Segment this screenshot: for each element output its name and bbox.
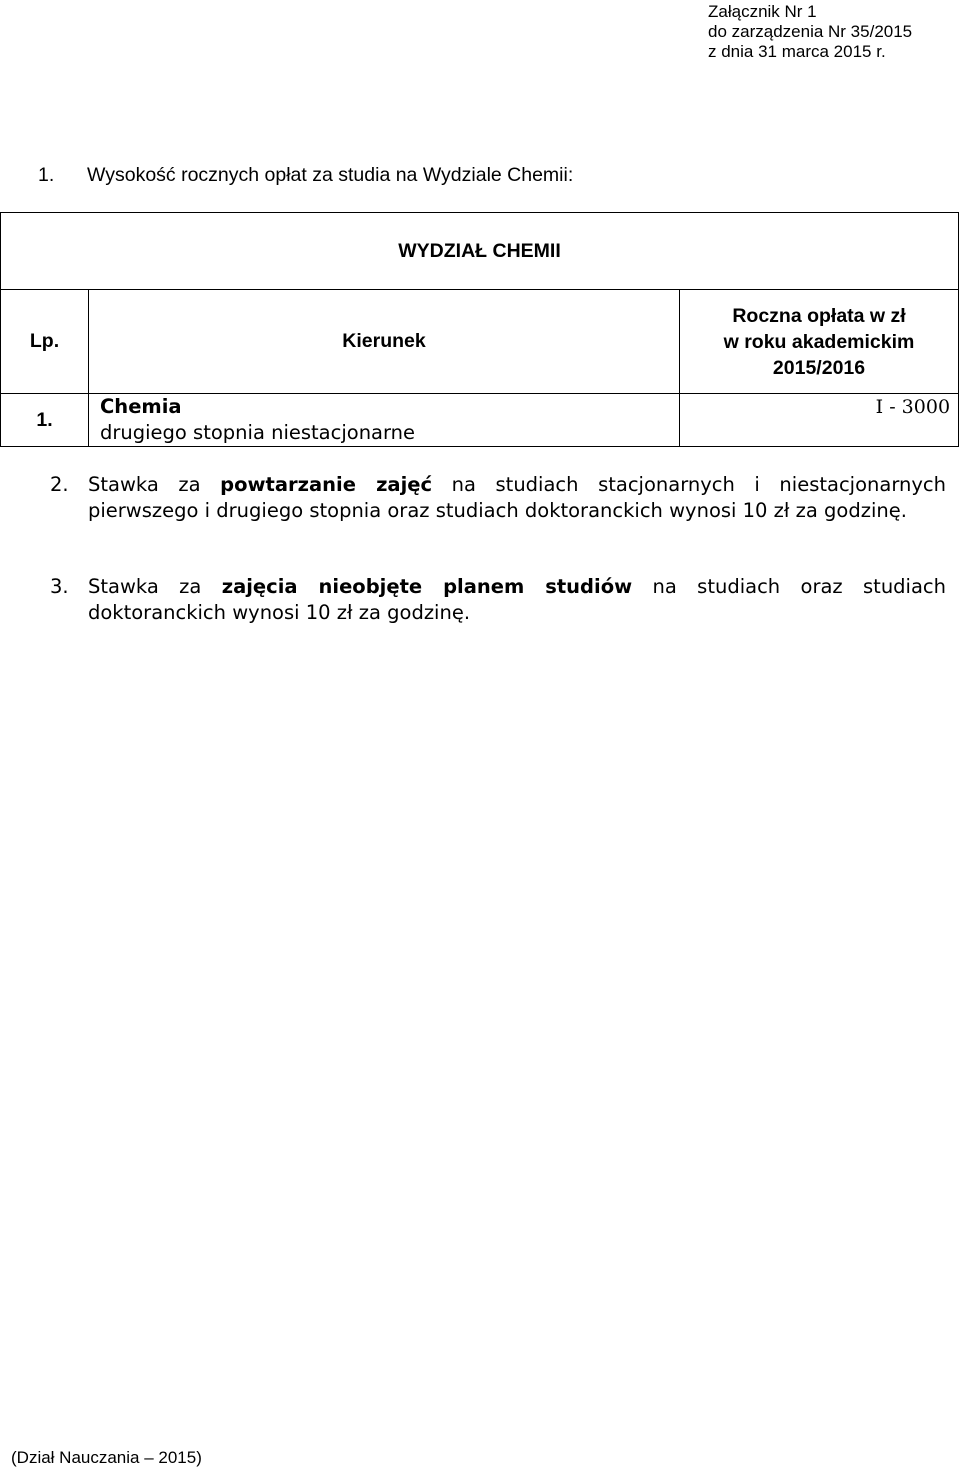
header-fee-line1: Roczna opłata w zł	[732, 304, 906, 327]
paragraph-3-body	[88, 574, 946, 626]
program-name: Chemia	[100, 395, 182, 418]
paragraph-2-number: 2.	[50, 473, 69, 496]
footer-note: (Dział Nauczania – 2015)	[11, 1448, 202, 1467]
header-program: Kierunek	[89, 290, 680, 394]
paragraph-3	[38, 574, 946, 626]
section-1-text: Wysokość rocznych opłat za studia na Wydziale Chemii:	[87, 164, 574, 186]
header-row	[1, 290, 959, 394]
attachment-note	[708, 2, 912, 62]
paragraph-2	[38, 472, 946, 524]
paragraph-2-body	[88, 472, 946, 524]
header-fee-line2: w roku akademickim	[723, 330, 915, 353]
paragraph-2-text-b: na studiach stacjonarnych i niestacjonarnych pierwszego i drugiego stopnia oraz studiach doktoranckich wynosi 10 zł za godzinę.	[88, 473, 946, 522]
paragraph-2-text-a: Stawka za	[88, 473, 221, 496]
program-detail: drugiego stopnia niestacjonarne	[100, 421, 416, 444]
header-fee	[680, 290, 959, 394]
header-fee-line3: 2015/2016	[772, 356, 866, 379]
section-1-title	[38, 164, 573, 187]
paragraph-2-bold: powtarzanie zajęć	[220, 473, 433, 496]
row-program	[89, 394, 680, 447]
section-1-number: 1.	[38, 164, 55, 186]
header-lp: Lp.	[1, 290, 89, 394]
fees-table	[0, 212, 959, 447]
row-fee: I - 3000	[680, 394, 959, 447]
row-lp: 1.	[1, 394, 89, 447]
faculty-row	[1, 213, 959, 290]
paragraph-3-text-b: na studiach oraz studiach doktoranckich wynosi 10 zł za godzinę.	[88, 575, 946, 624]
paragraph-3-bold: zajęcia nieobjęte planem studiów	[221, 575, 633, 598]
regulation-date: z dnia 31 marca 2015 r.	[708, 42, 886, 61]
attachment-number: Załącznik Nr 1	[708, 2, 817, 21]
faculty-name: WYDZIAŁ CHEMII	[1, 213, 959, 290]
regulation-number: do zarządzenia Nr 35/2015	[708, 22, 913, 41]
paragraph-3-number: 3.	[50, 575, 69, 598]
paragraph-3-text-a: Stawka za	[88, 575, 222, 598]
table-row	[1, 394, 959, 447]
